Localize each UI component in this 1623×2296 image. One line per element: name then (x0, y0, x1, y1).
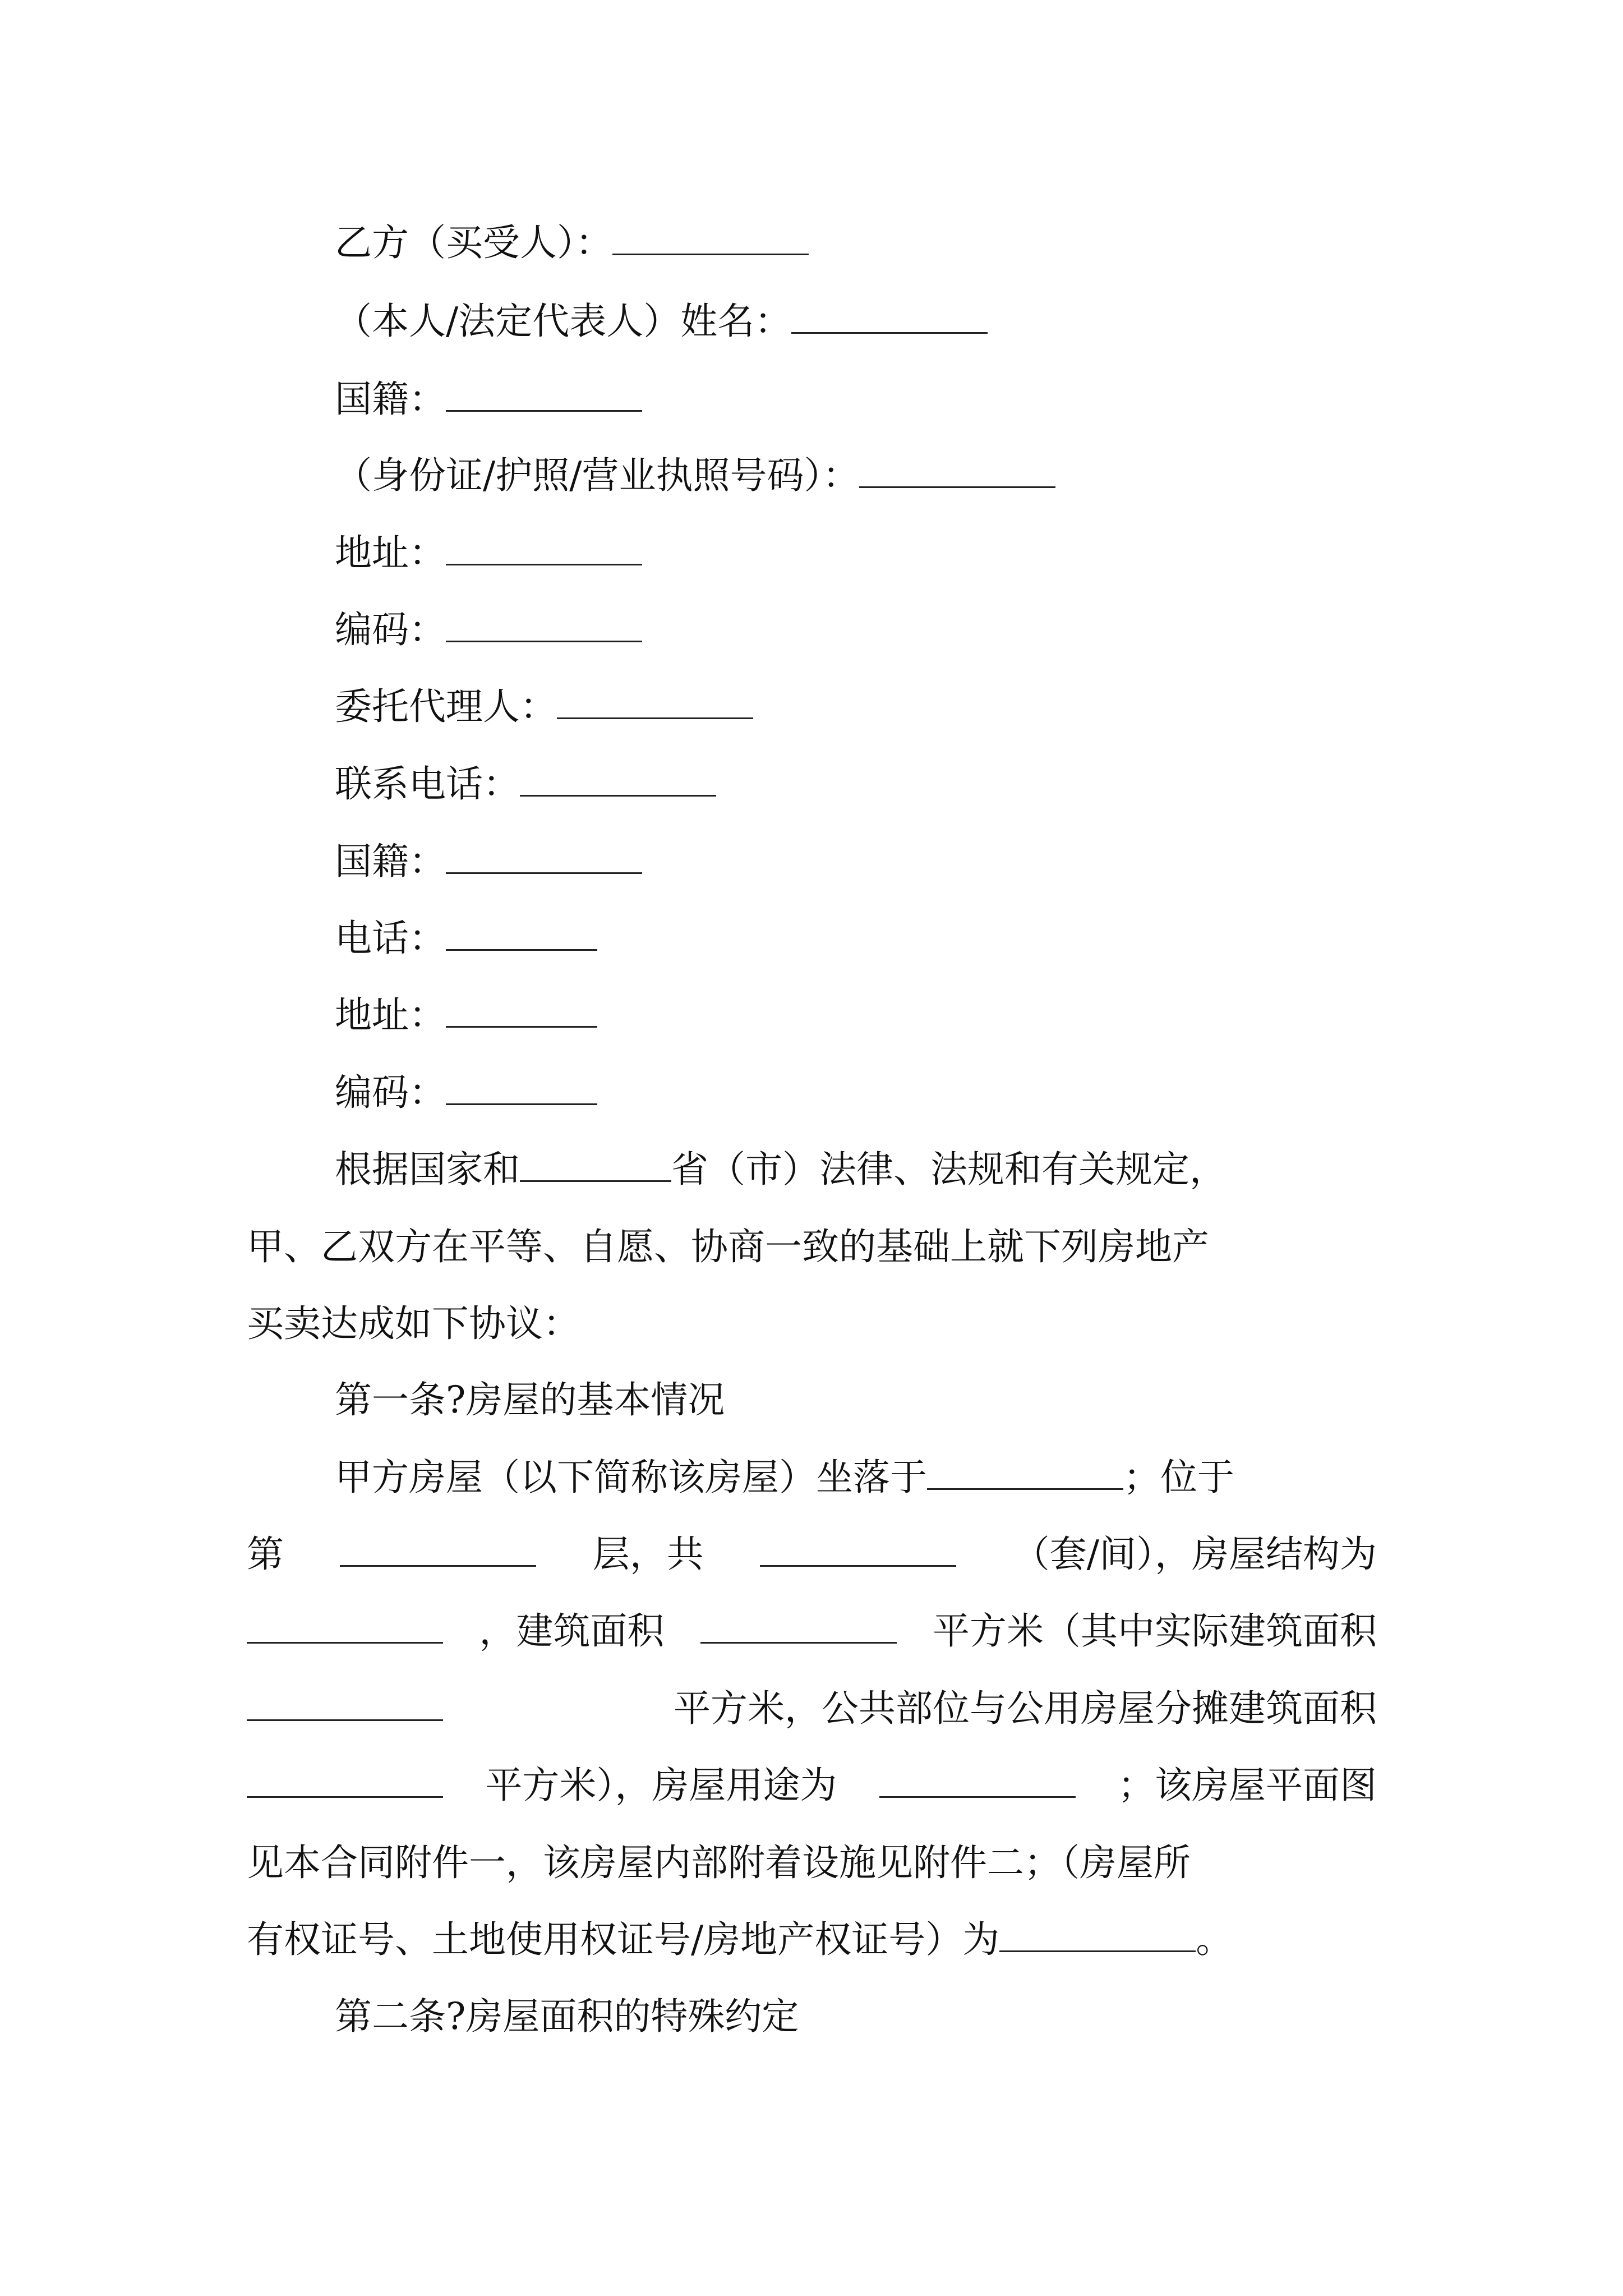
field-agent-postcode: 编码： (335, 1066, 597, 1120)
field-postcode: 编码： (335, 603, 642, 657)
field-address: 地址： (335, 526, 642, 580)
article-1-line-1: 甲方房屋（以下简称该房屋）坐落于 ；位于 (335, 1456, 1234, 1499)
field-representative-name: （本人/法定代表人）姓名： (335, 295, 988, 348)
blank-line[interactable] (760, 1533, 956, 1567)
article-1-line-7: 有权证号、土地使用权证号/房地产权证号）为 。 (247, 1918, 1233, 1961)
blank-line[interactable] (247, 1609, 443, 1644)
blank-line[interactable] (446, 531, 642, 565)
blank-line[interactable] (999, 1918, 1196, 1952)
blank-line[interactable] (446, 993, 597, 1028)
blank-line[interactable] (612, 221, 809, 255)
blank-line[interactable] (340, 1533, 536, 1567)
intro-line-1: 根据国家和 省（市）法律、法规和有关规定， (335, 1148, 1227, 1191)
blank-line[interactable] (927, 1456, 1123, 1490)
article-1-title: 第一条?房屋的基本情况 (335, 1378, 725, 1421)
intro-line-2: 甲、乙双方在平等、自愿、协商一致的基础上就下列房地产 (247, 1225, 1209, 1268)
intro-line-3: 买卖达成如下协议： (247, 1302, 580, 1345)
field-nationality: 国籍： (335, 372, 642, 426)
field-agent: 委托代理人： (335, 680, 753, 734)
article-1-line-4: 平方米，公共部位与公用房屋分摊建筑面积 (247, 1682, 1377, 1736)
blank-line[interactable] (557, 685, 753, 719)
blank-line[interactable] (446, 378, 642, 412)
article-1-line-5: 平方米），房屋用途为 ；该房屋平面图 (247, 1759, 1377, 1812)
blank-line[interactable] (859, 454, 1055, 488)
blank-line[interactable] (520, 1148, 671, 1182)
blank-line[interactable] (700, 1609, 897, 1644)
blank-line[interactable] (247, 1687, 443, 1721)
field-agent-address: 地址： (335, 988, 597, 1042)
field-buyer: 乙方（买受人）： (335, 216, 809, 270)
article-1-line-6: 见本合同附件一，该房屋内部附着设施见附件二；（房屋所 (247, 1841, 1191, 1884)
blank-line[interactable] (879, 1764, 1076, 1798)
blank-line[interactable] (791, 300, 988, 334)
blank-line[interactable] (247, 1764, 443, 1798)
field-id-number: （身份证/护照/营业执照号码）： (335, 449, 1055, 503)
blank-line[interactable] (446, 840, 642, 874)
article-1-line-2: 第 层，共 （套/间），房屋结构为 (247, 1533, 1377, 1576)
blank-line[interactable] (446, 608, 642, 642)
article-2-title: 第二条?房屋面积的特殊约定 (335, 1995, 799, 2038)
article-1-line-3: ，建筑面积 平方米（其中实际建筑面积 (247, 1604, 1377, 1658)
field-phone: 电话： (335, 912, 597, 965)
field-contact-phone: 联系电话： (335, 757, 716, 811)
blank-line[interactable] (520, 762, 716, 797)
field-agent-nationality: 国籍： (335, 835, 642, 889)
blank-line[interactable] (446, 917, 597, 951)
blank-line[interactable] (446, 1071, 597, 1105)
